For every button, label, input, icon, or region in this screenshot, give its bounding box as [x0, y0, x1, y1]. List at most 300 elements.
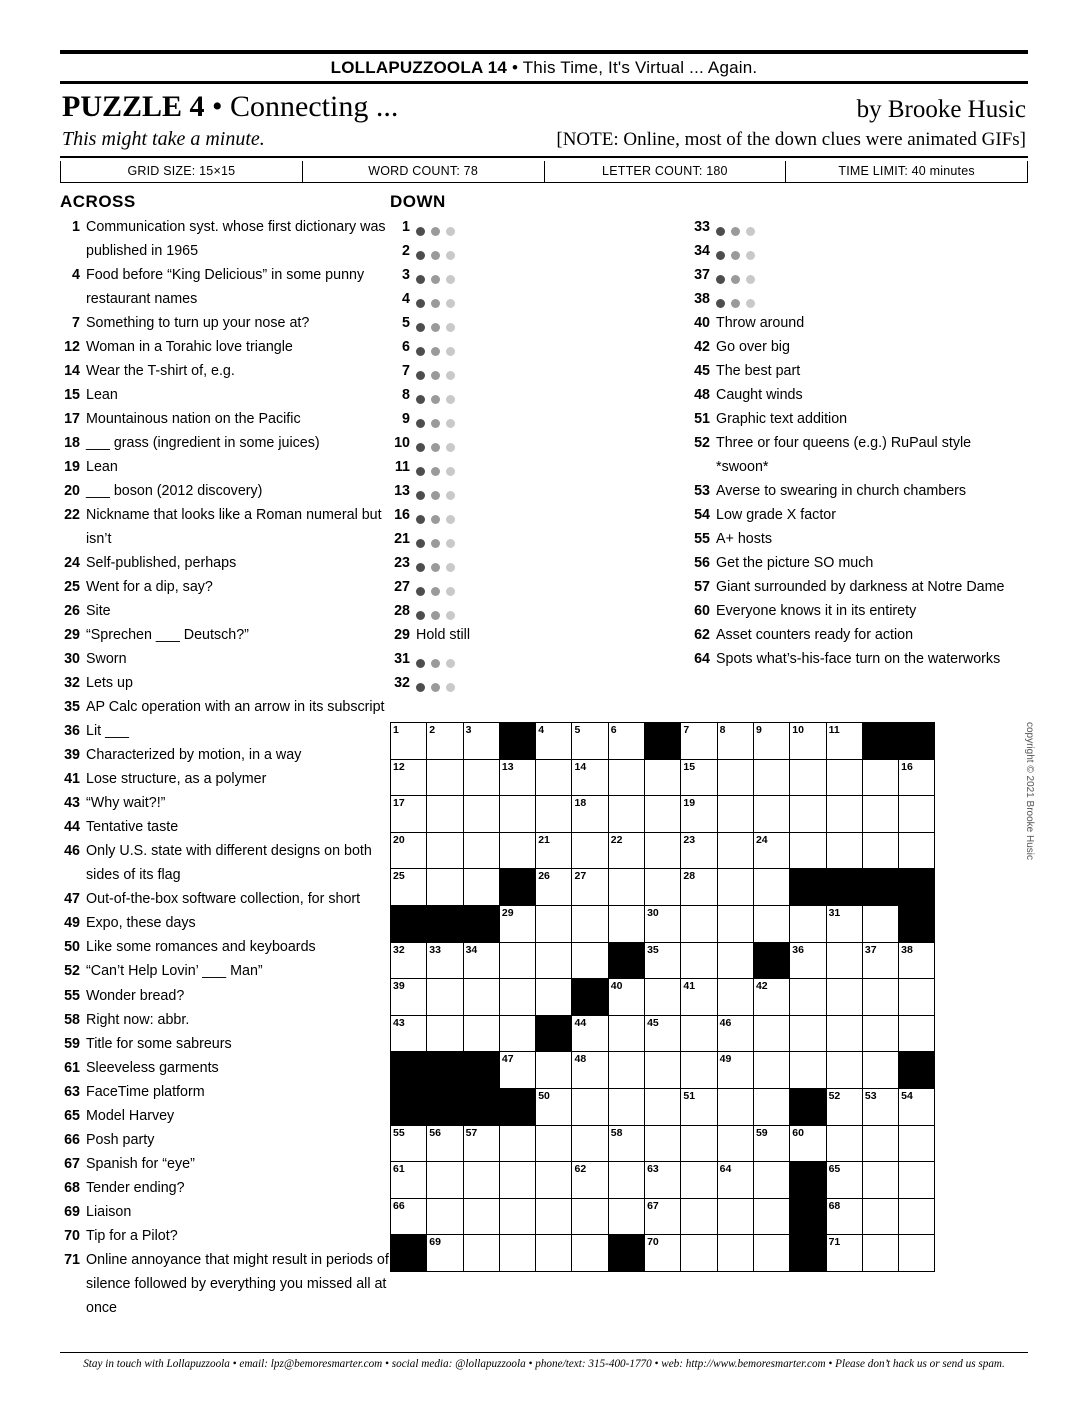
- grid-cell[interactable]: 12: [391, 759, 427, 796]
- grid-cell[interactable]: 49: [717, 1052, 753, 1089]
- grid-cell[interactable]: [862, 832, 898, 869]
- clue-item[interactable]: [60, 791, 390, 815]
- grid-cell[interactable]: 24: [753, 832, 789, 869]
- clue-item[interactable]: [60, 311, 390, 335]
- grid-cell[interactable]: [790, 979, 826, 1016]
- clue-number: 61: [64, 1059, 80, 1076]
- grid-cell[interactable]: 61: [391, 1162, 427, 1199]
- grid-cell[interactable]: [645, 759, 681, 796]
- grid-cell[interactable]: [790, 796, 826, 833]
- grid-cell[interactable]: [572, 1088, 608, 1125]
- grid-cell[interactable]: 48: [572, 1052, 608, 1089]
- clue-item[interactable]: [390, 455, 690, 479]
- clue-text: Low grade X factor: [716, 507, 837, 524]
- grid-cell[interactable]: 44: [572, 1015, 608, 1052]
- clue-item[interactable]: [690, 383, 1020, 407]
- grid-cell[interactable]: [427, 869, 463, 906]
- grid-cell[interactable]: 67: [645, 1198, 681, 1235]
- grid-cell[interactable]: [608, 1052, 644, 1089]
- grid-cell[interactable]: [826, 832, 862, 869]
- grid-cell[interactable]: [717, 1088, 753, 1125]
- grid-cell[interactable]: [572, 1125, 608, 1162]
- grid-cell[interactable]: 46: [717, 1015, 753, 1052]
- grid-cell[interactable]: 8: [717, 723, 753, 760]
- clue-number: 58: [64, 1011, 80, 1028]
- clue-item[interactable]: [60, 719, 390, 743]
- grid-cell[interactable]: [753, 1052, 789, 1089]
- grid-cell[interactable]: [427, 1162, 463, 1199]
- grid-cell[interactable]: [608, 796, 644, 833]
- grid-cell[interactable]: 59: [753, 1125, 789, 1162]
- grid-cell[interactable]: [899, 1198, 935, 1235]
- grid-cell[interactable]: 63: [645, 1162, 681, 1199]
- clue-item[interactable]: [60, 455, 390, 479]
- clue-item[interactable]: [60, 671, 390, 695]
- clue-item[interactable]: [60, 359, 390, 383]
- grid-cell[interactable]: [753, 1198, 789, 1235]
- grid-cell[interactable]: 53: [862, 1088, 898, 1125]
- grid-cell[interactable]: [463, 869, 499, 906]
- animated-gif-placeholder-icon: [416, 551, 455, 575]
- grid-cell[interactable]: 66: [391, 1198, 427, 1235]
- clue-item[interactable]: [60, 215, 390, 263]
- clue-item[interactable]: [390, 239, 690, 263]
- clue-item[interactable]: [60, 935, 390, 959]
- grid-cell[interactable]: 4: [536, 723, 572, 760]
- grid-cell[interactable]: 29: [499, 905, 535, 942]
- grid-cell[interactable]: [536, 979, 572, 1016]
- grid-cell[interactable]: [499, 832, 535, 869]
- clue-item[interactable]: [60, 1104, 390, 1128]
- grid-cell[interactable]: [572, 905, 608, 942]
- clue-item[interactable]: [60, 551, 390, 575]
- grid-cell[interactable]: [753, 1088, 789, 1125]
- grid-cell[interactable]: [753, 1162, 789, 1199]
- grid-cell[interactable]: [427, 1198, 463, 1235]
- clue-item[interactable]: [390, 359, 690, 383]
- clue-number: 47: [64, 891, 80, 908]
- grid-cell[interactable]: [536, 1198, 572, 1235]
- grid-cell[interactable]: [790, 1015, 826, 1052]
- clue-item[interactable]: [60, 335, 390, 359]
- grid-cell[interactable]: 6: [608, 723, 644, 760]
- grid-cell[interactable]: [645, 796, 681, 833]
- grid-cell[interactable]: [717, 869, 753, 906]
- grid-cell[interactable]: [753, 905, 789, 942]
- clue-item[interactable]: [690, 359, 1020, 383]
- animated-gif-placeholder-icon: [716, 239, 755, 263]
- clue-item[interactable]: [390, 407, 690, 431]
- grid-cell[interactable]: 11: [826, 723, 862, 760]
- grid-cell[interactable]: [536, 1052, 572, 1089]
- clue-item[interactable]: [60, 263, 390, 311]
- grid-cell[interactable]: [499, 796, 535, 833]
- clue-item[interactable]: [390, 599, 690, 623]
- clue-item[interactable]: [390, 431, 690, 455]
- grid-cell[interactable]: [826, 759, 862, 796]
- grid-cell[interactable]: 18: [572, 796, 608, 833]
- grid-cell[interactable]: [608, 1162, 644, 1199]
- grid-cell[interactable]: 3: [463, 723, 499, 760]
- clue-item[interactable]: [690, 407, 1020, 431]
- grid-cell[interactable]: [717, 1125, 753, 1162]
- grid-cell[interactable]: [862, 796, 898, 833]
- grid-cell[interactable]: [790, 832, 826, 869]
- grid-cell[interactable]: [862, 1198, 898, 1235]
- page-title: [62, 90, 398, 124]
- clue-item[interactable]: [60, 1224, 390, 1248]
- grid-cell[interactable]: 7: [681, 723, 717, 760]
- grid-cell[interactable]: [681, 1162, 717, 1199]
- grid-cell[interactable]: [717, 1235, 753, 1272]
- grid-cell[interactable]: 35: [645, 942, 681, 979]
- clue-item[interactable]: [690, 263, 1020, 287]
- clue-item[interactable]: [60, 1032, 390, 1056]
- grid-cell[interactable]: [790, 1052, 826, 1089]
- grid-cell[interactable]: 43: [391, 1015, 427, 1052]
- clue-number: 39: [64, 747, 80, 764]
- grid-cell[interactable]: [717, 759, 753, 796]
- grid-cell[interactable]: [645, 1088, 681, 1125]
- clue-item[interactable]: [390, 551, 690, 575]
- grid-cell[interactable]: [608, 905, 644, 942]
- clue-item[interactable]: [690, 527, 1020, 551]
- grid-cell[interactable]: 45: [645, 1015, 681, 1052]
- grid-cell[interactable]: 17: [391, 796, 427, 833]
- animated-gif-placeholder-icon: [416, 359, 455, 383]
- grid-cell[interactable]: [608, 1198, 644, 1235]
- grid-cell[interactable]: [572, 1235, 608, 1272]
- grid-cell[interactable]: 15: [681, 759, 717, 796]
- clue-item[interactable]: [60, 743, 390, 767]
- clue-item[interactable]: [690, 575, 1020, 599]
- grid-cell[interactable]: [862, 905, 898, 942]
- grid-cell[interactable]: [499, 1125, 535, 1162]
- clue-item[interactable]: [690, 503, 1020, 527]
- grid-cell[interactable]: [899, 1235, 935, 1272]
- grid-cell[interactable]: 55: [391, 1125, 427, 1162]
- grid-cell[interactable]: 40: [608, 979, 644, 1016]
- clue-text: Tender ending?: [86, 1179, 185, 1196]
- grid-cell[interactable]: [681, 1235, 717, 1272]
- grid-cell[interactable]: [753, 759, 789, 796]
- grid-cell[interactable]: [427, 979, 463, 1016]
- grid-cell[interactable]: 38: [899, 942, 935, 979]
- grid-block: [862, 723, 898, 760]
- clue-number: 31: [394, 651, 410, 668]
- grid-cell[interactable]: 13: [499, 759, 535, 796]
- grid-cell[interactable]: 60: [790, 1125, 826, 1162]
- grid-cell[interactable]: [862, 1015, 898, 1052]
- grid-cell[interactable]: [427, 796, 463, 833]
- clue-item[interactable]: [390, 623, 690, 647]
- grid-cell[interactable]: [536, 1235, 572, 1272]
- clue-item[interactable]: [390, 263, 690, 287]
- grid-cell[interactable]: [681, 1052, 717, 1089]
- clue-item[interactable]: [690, 623, 1020, 647]
- grid-cell[interactable]: [899, 1125, 935, 1162]
- grid-cell[interactable]: [899, 832, 935, 869]
- grid-cell[interactable]: [862, 759, 898, 796]
- grid-cell[interactable]: [681, 1198, 717, 1235]
- clue-item[interactable]: [60, 1200, 390, 1224]
- clue-item[interactable]: [390, 647, 690, 671]
- clue-item[interactable]: [60, 1176, 390, 1200]
- grid-cell[interactable]: [608, 869, 644, 906]
- grid-cell[interactable]: [753, 1015, 789, 1052]
- grid-cell[interactable]: [463, 1162, 499, 1199]
- grid-cell[interactable]: 58: [608, 1125, 644, 1162]
- clue-item[interactable]: [60, 599, 390, 623]
- grid-cell[interactable]: 41: [681, 979, 717, 1016]
- grid-cell[interactable]: [899, 1015, 935, 1052]
- grid-cell[interactable]: [717, 1198, 753, 1235]
- clue-item[interactable]: [690, 215, 1020, 239]
- grid-cell[interactable]: 23: [681, 832, 717, 869]
- clue-item[interactable]: [60, 479, 390, 503]
- clue-item[interactable]: [60, 647, 390, 671]
- clue-item[interactable]: [690, 431, 1020, 479]
- grid-cell[interactable]: [862, 1052, 898, 1089]
- grid-cell[interactable]: [499, 1015, 535, 1052]
- grid-cell[interactable]: [645, 1052, 681, 1089]
- clue-item[interactable]: [390, 503, 690, 527]
- grid-cell[interactable]: [427, 759, 463, 796]
- grid-cell[interactable]: 25: [391, 869, 427, 906]
- crossword-grid[interactable]: [390, 722, 935, 1272]
- clue-number: 48: [694, 387, 710, 404]
- grid-cell[interactable]: [463, 759, 499, 796]
- clue-item[interactable]: [60, 959, 390, 983]
- clue-item[interactable]: [60, 911, 390, 935]
- grid-cell[interactable]: 22: [608, 832, 644, 869]
- clue-item[interactable]: [690, 287, 1020, 311]
- grid-cell[interactable]: [826, 979, 862, 1016]
- clue-number: 27: [394, 579, 410, 596]
- copyright-note: copyright © 2021 Brooke Husic: [1024, 722, 1035, 860]
- grid-cell[interactable]: [681, 1125, 717, 1162]
- grid-cell[interactable]: 14: [572, 759, 608, 796]
- grid-cell[interactable]: 50: [536, 1088, 572, 1125]
- clue-text: Averse to swearing in church chambers: [716, 483, 967, 500]
- grid-cell[interactable]: 36: [790, 942, 826, 979]
- clue-item[interactable]: [690, 335, 1020, 359]
- animated-gif-placeholder-icon: [416, 599, 455, 623]
- clue-number: 29: [394, 627, 410, 644]
- grid-cell[interactable]: [899, 796, 935, 833]
- grid-cell[interactable]: [899, 1162, 935, 1199]
- grid-cell[interactable]: [862, 979, 898, 1016]
- grid-cell[interactable]: [645, 832, 681, 869]
- grid-cell[interactable]: [536, 1162, 572, 1199]
- grid-cell[interactable]: [608, 1015, 644, 1052]
- grid-cell[interactable]: [753, 869, 789, 906]
- grid-cell[interactable]: 20: [391, 832, 427, 869]
- grid-cell[interactable]: [499, 1198, 535, 1235]
- grid-cell[interactable]: 42: [753, 979, 789, 1016]
- clue-item[interactable]: [60, 815, 390, 839]
- grid-cell[interactable]: 37: [862, 942, 898, 979]
- grid-cell[interactable]: [826, 1015, 862, 1052]
- grid-cell[interactable]: [536, 796, 572, 833]
- grid-cell[interactable]: 47: [499, 1052, 535, 1089]
- grid-cell[interactable]: 21: [536, 832, 572, 869]
- grid-cell[interactable]: [463, 1015, 499, 1052]
- grid-cell[interactable]: 65: [826, 1162, 862, 1199]
- grid-cell[interactable]: [608, 759, 644, 796]
- grid-cell[interactable]: 26: [536, 869, 572, 906]
- grid-cell[interactable]: 39: [391, 979, 427, 1016]
- clue-text: Go over big: [716, 339, 790, 356]
- grid-cell[interactable]: [862, 1162, 898, 1199]
- grid-cell[interactable]: 19: [681, 796, 717, 833]
- grid-cell[interactable]: [899, 979, 935, 1016]
- clue-item[interactable]: [390, 287, 690, 311]
- grid-cell[interactable]: [572, 942, 608, 979]
- clue-item[interactable]: [390, 671, 690, 695]
- grid-cell[interactable]: 16: [899, 759, 935, 796]
- grid-cell[interactable]: 5: [572, 723, 608, 760]
- clue-item[interactable]: [690, 551, 1020, 575]
- grid-cell[interactable]: [427, 1015, 463, 1052]
- clue-item[interactable]: [60, 1248, 390, 1320]
- grid-cell[interactable]: [717, 979, 753, 1016]
- grid-cell[interactable]: 27: [572, 869, 608, 906]
- grid-cell[interactable]: [717, 796, 753, 833]
- grid-cell[interactable]: [463, 832, 499, 869]
- grid-cell[interactable]: 34: [463, 942, 499, 979]
- clue-number: 1: [72, 219, 80, 235]
- grid-cell[interactable]: [645, 869, 681, 906]
- grid-cell[interactable]: 33: [427, 942, 463, 979]
- grid-cell[interactable]: [826, 796, 862, 833]
- clue-item[interactable]: [390, 335, 690, 359]
- grid-cell[interactable]: [499, 979, 535, 1016]
- clue-item[interactable]: [390, 215, 690, 239]
- clue-item[interactable]: [60, 431, 390, 455]
- grid-cell[interactable]: 71: [826, 1235, 862, 1272]
- grid-cell[interactable]: [463, 796, 499, 833]
- grid-cell[interactable]: [790, 905, 826, 942]
- grid-cell[interactable]: 51: [681, 1088, 717, 1125]
- clue-number: 20: [64, 483, 80, 500]
- clue-item[interactable]: [60, 984, 390, 1008]
- grid-cell[interactable]: 9: [753, 723, 789, 760]
- grid-cell[interactable]: 56: [427, 1125, 463, 1162]
- animated-gif-placeholder-icon: [716, 287, 755, 311]
- clue-item[interactable]: [60, 767, 390, 791]
- grid-cell[interactable]: [536, 759, 572, 796]
- clue-item[interactable]: [60, 407, 390, 431]
- clue-item[interactable]: [60, 575, 390, 599]
- clue-item[interactable]: [60, 1008, 390, 1032]
- grid-cell[interactable]: 52: [826, 1088, 862, 1125]
- grid-cell[interactable]: [717, 942, 753, 979]
- clue-item[interactable]: [390, 527, 690, 551]
- grid-cell[interactable]: [717, 905, 753, 942]
- grid-cell[interactable]: [463, 1198, 499, 1235]
- clue-item[interactable]: [60, 623, 390, 647]
- clue-item[interactable]: [60, 1056, 390, 1080]
- grid-cell[interactable]: [572, 1198, 608, 1235]
- clue-item[interactable]: [690, 599, 1020, 623]
- grid-cell[interactable]: 32: [391, 942, 427, 979]
- clue-item[interactable]: [60, 503, 390, 551]
- grid-cell[interactable]: [463, 1235, 499, 1272]
- grid-cell[interactable]: 64: [717, 1162, 753, 1199]
- grid-cell[interactable]: [681, 905, 717, 942]
- clue-item[interactable]: [690, 479, 1020, 503]
- down-heading-spacer: [690, 192, 1020, 212]
- grid-block: [790, 1088, 826, 1125]
- grid-cell[interactable]: [463, 979, 499, 1016]
- grid-cell[interactable]: [499, 1235, 535, 1272]
- grid-cell[interactable]: [608, 1088, 644, 1125]
- grid-cell[interactable]: [681, 1015, 717, 1052]
- grid-cell[interactable]: [790, 759, 826, 796]
- grid-cell[interactable]: 1: [391, 723, 427, 760]
- grid-cell[interactable]: 2: [427, 723, 463, 760]
- grid-cell[interactable]: 10: [790, 723, 826, 760]
- clue-item[interactable]: [390, 383, 690, 407]
- grid-cell[interactable]: [826, 942, 862, 979]
- grid-cell[interactable]: [826, 1125, 862, 1162]
- clue-item[interactable]: [60, 1080, 390, 1104]
- grid-cell[interactable]: [427, 832, 463, 869]
- grid-cell[interactable]: [499, 942, 535, 979]
- clue-item[interactable]: [390, 311, 690, 335]
- grid-cell[interactable]: 28: [681, 869, 717, 906]
- grid-cell[interactable]: [536, 905, 572, 942]
- grid-cell[interactable]: [499, 1162, 535, 1199]
- clue-item[interactable]: [60, 1128, 390, 1152]
- clue-item[interactable]: [390, 575, 690, 599]
- grid-cell[interactable]: [862, 1125, 898, 1162]
- clue-item[interactable]: [60, 887, 390, 911]
- grid-cell[interactable]: 54: [899, 1088, 935, 1125]
- animated-gif-placeholder-icon: [416, 503, 455, 527]
- grid-cell[interactable]: [645, 1125, 681, 1162]
- clue-item[interactable]: [690, 239, 1020, 263]
- grid-cell[interactable]: [536, 942, 572, 979]
- grid-cell[interactable]: 62: [572, 1162, 608, 1199]
- clue-item[interactable]: [390, 479, 690, 503]
- grid-cell[interactable]: [572, 832, 608, 869]
- grid-cell[interactable]: [826, 1052, 862, 1089]
- grid-cell[interactable]: 69: [427, 1235, 463, 1272]
- clue-item[interactable]: [690, 311, 1020, 335]
- animated-gif-placeholder-icon: [416, 431, 455, 455]
- clue-item[interactable]: [60, 1152, 390, 1176]
- clue-item[interactable]: [60, 839, 390, 887]
- grid-cell[interactable]: 30: [645, 905, 681, 942]
- grid-cell[interactable]: [753, 796, 789, 833]
- clue-item[interactable]: [60, 383, 390, 407]
- grid-cell[interactable]: [717, 832, 753, 869]
- grid-cell[interactable]: [862, 1235, 898, 1272]
- clue-item[interactable]: [690, 647, 1020, 671]
- grid-cell[interactable]: 68: [826, 1198, 862, 1235]
- grid-cell[interactable]: [536, 1125, 572, 1162]
- grid-cell[interactable]: 57: [463, 1125, 499, 1162]
- grid-block: [427, 905, 463, 942]
- grid-cell[interactable]: 31: [826, 905, 862, 942]
- clue-item[interactable]: [60, 695, 390, 719]
- grid-cell[interactable]: [645, 979, 681, 1016]
- grid-cell[interactable]: 70: [645, 1235, 681, 1272]
- grid-cell[interactable]: [681, 942, 717, 979]
- grid-cell[interactable]: [753, 1235, 789, 1272]
